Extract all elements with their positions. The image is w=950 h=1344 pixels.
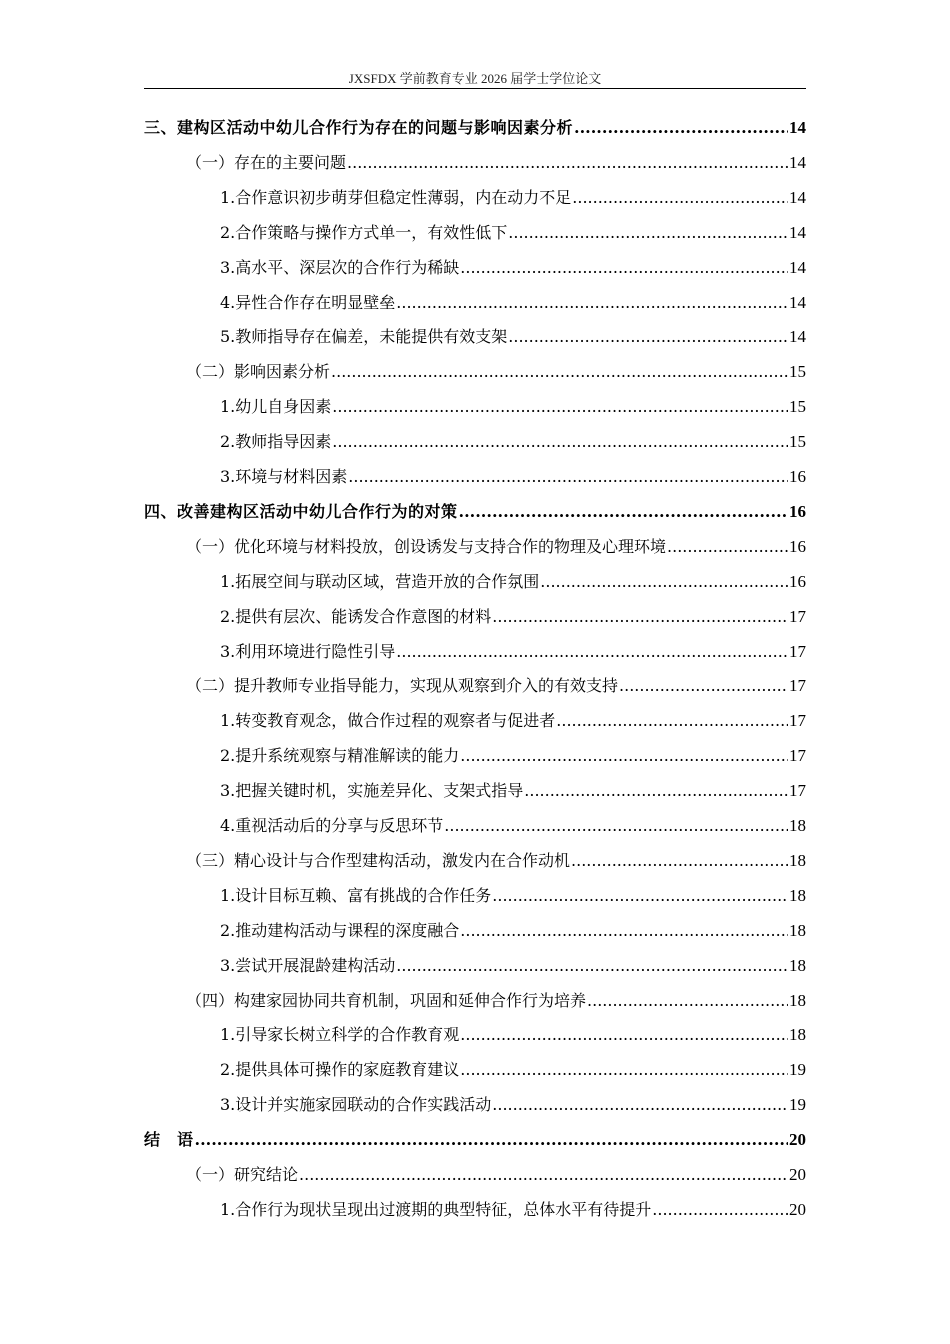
toc-page-number: 20 [789, 1130, 806, 1150]
toc-leader-dots [347, 146, 788, 180]
toc-page-number: 20 [789, 1199, 806, 1219]
toc-page-number: 14 [789, 152, 806, 172]
toc-entry[interactable] [220, 879, 806, 913]
toc-page-number: 17 [789, 641, 806, 661]
toc-entry[interactable] [220, 1053, 806, 1087]
toc-page-number: 18 [789, 990, 806, 1010]
toc-page-number: 18 [789, 850, 806, 870]
toc-page-number: 17 [789, 606, 806, 626]
toc-entry[interactable] [220, 914, 806, 948]
toc-entry-title: 1.转变教育观念，做合作过程的观察者与促进者 [220, 711, 556, 731]
toc-entry-title: 3.环境与材料因素 [220, 467, 348, 486]
toc-page-number: 17 [789, 676, 806, 696]
toc-page-number: 18 [789, 1025, 806, 1045]
toc-page-number: 14 [789, 257, 806, 277]
toc-entry-title: （三）精心设计与合作型建构活动，激发内在合作动机 [186, 850, 571, 870]
toc-page-number: 15 [789, 362, 806, 382]
toc-page-number: 15 [789, 432, 806, 452]
toc-page-number: 14 [789, 292, 806, 312]
toc-leader-dots [492, 600, 788, 634]
toc-page-number: 19 [789, 1060, 806, 1080]
toc-entry[interactable] [186, 355, 806, 389]
toc-page-number: 20 [789, 1165, 806, 1184]
toc-entry[interactable] [220, 460, 806, 494]
toc-entry[interactable] [144, 1123, 806, 1157]
toc-leader-dots [332, 425, 788, 459]
toc-entry-title: （一）优化环境与材料投放，创设诱发与支持合作的物理及心理环境 [186, 536, 667, 556]
toc-entry-title: 结 语 [144, 1130, 194, 1150]
toc-leader-dots [396, 286, 788, 320]
toc-entry[interactable] [220, 181, 806, 215]
toc-page-number: 16 [789, 571, 806, 591]
toc-entry[interactable] [220, 1193, 806, 1227]
toc-page-number: 18 [789, 885, 806, 905]
toc-leader-dots [299, 1158, 788, 1192]
toc-entry[interactable] [220, 390, 806, 424]
toc-entry-title: 3.设计并实施家园联动的合作实践活动 [220, 1095, 492, 1115]
toc-entry[interactable] [220, 1088, 806, 1122]
toc-leader-dots [331, 355, 788, 389]
toc-leader-dots [492, 879, 788, 913]
toc-entry-title: 四、改善建构区活动中幼儿合作行为的对策 [144, 501, 458, 521]
toc-leader-dots [574, 111, 788, 145]
toc-page-number: 17 [789, 746, 806, 766]
toc-entry-title: （一）研究结论 [186, 1165, 299, 1184]
toc-leader-dots [460, 739, 788, 773]
toc-leader-dots [508, 216, 788, 250]
toc-leader-dots [460, 1018, 788, 1052]
toc-entry-title: （一）存在的主要问题 [186, 152, 347, 172]
toc-entry[interactable] [220, 565, 806, 599]
toc-entry-title: 2.合作策略与操作方式单一，有效性低下 [220, 222, 508, 242]
toc-entry-title: 1.引导家长树立科学的合作教育观 [220, 1025, 460, 1045]
toc-page-number: 18 [789, 955, 806, 975]
toc-leader-dots [540, 565, 788, 599]
toc-leader-dots [572, 181, 788, 215]
toc-entry-title: 2.提供有层次、能诱发合作意图的材料 [220, 606, 492, 626]
toc-leader-dots [524, 774, 788, 808]
toc-entry[interactable] [186, 844, 806, 878]
toc-entry[interactable] [220, 704, 806, 738]
toc-entry[interactable] [220, 949, 806, 983]
toc-leader-dots [396, 949, 788, 983]
toc-leader-dots [195, 1123, 788, 1157]
toc-entry-title: 5.教师指导存在偏差，未能提供有效支架 [220, 327, 508, 347]
header-rule [144, 88, 806, 89]
toc-entry[interactable] [220, 635, 806, 669]
toc-entry-title: （二）影响因素分析 [186, 362, 331, 382]
toc-entry[interactable] [186, 984, 806, 1018]
toc-entry[interactable] [220, 774, 806, 808]
toc-entry[interactable] [220, 216, 806, 250]
toc-entry[interactable] [186, 146, 806, 180]
toc-entry-title: 2.提升系统观察与精准解读的能力 [220, 746, 460, 766]
toc-entry-title: （二）提升教师专业指导能力，实现从观察到介入的有效支持 [186, 676, 619, 696]
toc-page-number: 17 [789, 711, 806, 731]
toc-entry[interactable] [220, 809, 806, 843]
toc-leader-dots [348, 460, 788, 494]
toc-entry-title: 1.幼儿自身因素 [220, 397, 332, 417]
toc-leader-dots [652, 1193, 788, 1227]
toc-leader-dots [460, 1053, 788, 1087]
toc-entry-title: 4.重视活动后的分享与反思环节 [220, 816, 444, 835]
toc-leader-dots [492, 1088, 788, 1122]
toc-entry-title: 4.异性合作存在明显壁垒 [220, 292, 396, 312]
toc-leader-dots [460, 251, 788, 285]
toc-leader-dots [667, 530, 788, 564]
toc-page-number: 16 [789, 536, 806, 556]
toc-entry[interactable] [220, 739, 806, 773]
toc-page-number: 18 [789, 920, 806, 940]
toc-leader-dots [396, 635, 788, 669]
toc-entry[interactable] [220, 1018, 806, 1052]
toc-leader-dots [332, 390, 788, 424]
toc-entry-title: 1.合作行为现状呈现出过渡期的典型特征，总体水平有待提升 [220, 1199, 652, 1219]
toc-entry-title: 3.高水平、深层次的合作行为稀缺 [220, 257, 460, 277]
toc-entry-title: 1.拓展空间与联动区域，营造开放的合作氛围 [220, 571, 540, 591]
toc-entry-title: 3.尝试开展混龄建构活动 [220, 955, 396, 975]
toc-entry-title: 2.教师指导因素 [220, 432, 332, 452]
toc-leader-dots [556, 704, 788, 738]
toc-entry[interactable] [144, 495, 806, 529]
toc-entry[interactable] [220, 600, 806, 634]
toc-leader-dots [508, 320, 788, 354]
toc-page-number: 18 [789, 816, 806, 835]
toc-leader-dots [460, 914, 788, 948]
toc-page-number: 14 [789, 187, 806, 207]
toc-page-number: 14 [789, 327, 806, 347]
toc-page-number: 16 [789, 501, 806, 521]
toc-entry[interactable] [220, 425, 806, 459]
toc-leader-dots [459, 495, 788, 529]
toc-entry[interactable] [186, 669, 806, 703]
toc-entry[interactable] [186, 1158, 806, 1192]
toc-page-number: 14 [789, 118, 806, 137]
toc-page-number: 17 [789, 781, 806, 801]
running-header: JXSFDX 学前教育专业 2026 届学士学位论文 [348, 71, 602, 86]
toc-entry[interactable] [220, 320, 806, 354]
toc-entry[interactable] [144, 111, 806, 145]
toc-entry-title: 三、建构区活动中幼儿合作行为存在的问题与影响因素分析 [144, 118, 574, 137]
toc-entry-title: 1.设计目标互赖、富有挑战的合作任务 [220, 885, 492, 905]
toc-entry-title: 1.合作意识初步萌芽但稳定性薄弱，内在动力不足 [220, 187, 572, 207]
toc-entry-title: 3.利用环境进行隐性引导 [220, 641, 396, 661]
toc-page-number: 16 [789, 467, 806, 486]
toc-page-number: 14 [789, 222, 806, 242]
toc-leader-dots [587, 984, 788, 1018]
toc-entry[interactable] [220, 286, 806, 320]
toc-entry-title: 3.把握关键时机，实施差异化、支架式指导 [220, 781, 524, 801]
toc-page-number: 15 [789, 397, 806, 417]
toc-entry-title: 2.推动建构活动与课程的深度融合 [220, 920, 460, 940]
toc-entry-title: 2.提供具体可操作的家庭教育建议 [220, 1060, 460, 1080]
toc-entry[interactable] [220, 251, 806, 285]
toc-entry[interactable] [186, 530, 806, 564]
toc-leader-dots [444, 809, 788, 843]
toc-leader-dots [619, 669, 788, 703]
toc-leader-dots [571, 844, 788, 878]
toc-page-number: 19 [789, 1095, 806, 1115]
toc-entry-title: （四）构建家园协同共育机制，巩固和延伸合作行为培养 [186, 990, 587, 1010]
